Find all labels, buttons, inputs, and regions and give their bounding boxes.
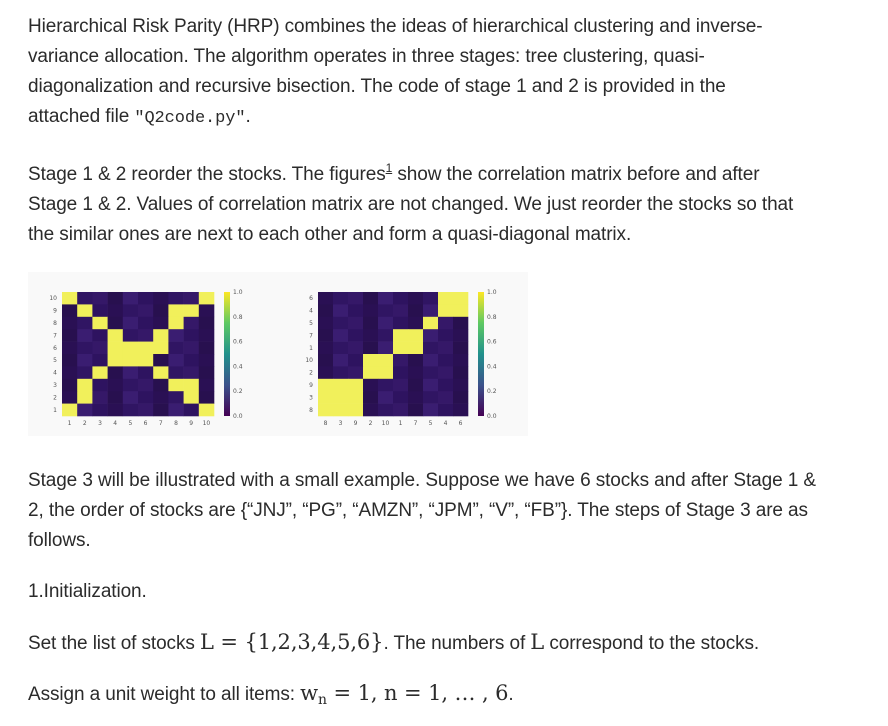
- left-cell: [153, 354, 169, 367]
- left-x-tick-label: 8: [174, 420, 178, 427]
- left-y-tick-label: 6: [53, 344, 57, 352]
- left-cell: [92, 342, 108, 355]
- left-cell: [184, 292, 200, 305]
- left-y-tick-label: 2: [53, 394, 57, 402]
- right-y-tick-label: 4: [309, 307, 313, 315]
- stage12-text: Stage 1 & 2 reorder the stocks. The figures: [28, 164, 386, 185]
- right-cell: [423, 292, 438, 305]
- right-cell: [363, 366, 378, 379]
- right-cell: [363, 292, 378, 305]
- right-cell: [408, 292, 423, 305]
- left-cell: [62, 391, 78, 404]
- right-cell: [423, 404, 438, 417]
- math-set: = {1,2,3,4,5,6}: [213, 630, 384, 654]
- left-cell: [123, 379, 139, 392]
- left-cell: [92, 379, 108, 392]
- left-cell: [153, 366, 169, 379]
- right-cell: [318, 329, 333, 342]
- right-cell: [438, 391, 453, 404]
- filename-code: "Q2code.py": [134, 109, 246, 128]
- right-cell: [393, 329, 408, 342]
- left-cell: [153, 404, 169, 417]
- left-cell: [123, 292, 139, 305]
- right-cell: [348, 404, 363, 417]
- right-cell: [423, 354, 438, 367]
- left-cell: [199, 404, 215, 417]
- left-x-tick-label: 1: [67, 420, 72, 427]
- right-cell: [408, 329, 423, 342]
- left-colorbar: [224, 292, 230, 416]
- left-cell: [138, 404, 154, 417]
- right-cell: [348, 329, 363, 342]
- right-y-tick-label: 3: [309, 394, 313, 402]
- left-cell: [92, 329, 108, 342]
- left-heatmap: [49, 292, 214, 427]
- right-cell: [393, 404, 408, 417]
- stage12-paragraph: [28, 160, 803, 250]
- left-cell: [77, 354, 93, 367]
- left-cell: [108, 304, 124, 317]
- right-cell: [438, 304, 453, 317]
- right-cell: [363, 317, 378, 330]
- left-cell: [199, 342, 215, 355]
- right-y-tick-label: 7: [309, 332, 313, 340]
- left-cell: [153, 304, 169, 317]
- left-cell: [123, 354, 139, 367]
- right-cell: [438, 292, 453, 305]
- left-cell: [123, 329, 139, 342]
- left-cell: [62, 404, 78, 417]
- right-cell: [348, 317, 363, 330]
- right-colorbar-tick: 0.8: [487, 313, 497, 321]
- right-cell: [453, 329, 468, 342]
- left-colorbar-tick: 0.2: [233, 388, 243, 396]
- left-colorbar-tick: 1.0: [233, 289, 243, 296]
- right-cell: [378, 379, 393, 392]
- heatmaps-svg: [28, 272, 528, 436]
- right-cell: [453, 391, 468, 404]
- right-cell: [363, 304, 378, 317]
- math-L: L: [199, 630, 214, 654]
- left-cell: [138, 354, 154, 367]
- right-colorbar-tick: 1.0: [487, 289, 497, 296]
- left-cell: [62, 354, 78, 367]
- left-cell: [184, 342, 200, 355]
- right-cell: [453, 379, 468, 392]
- left-cell: [184, 354, 200, 367]
- right-colorbar-tick: 0.2: [487, 388, 497, 396]
- left-cell: [138, 329, 154, 342]
- left-cell: [184, 391, 200, 404]
- left-cell: [92, 292, 108, 305]
- left-cell: [153, 329, 169, 342]
- left-cell: [108, 317, 124, 330]
- right-cell: [318, 292, 333, 305]
- left-cell: [77, 329, 93, 342]
- right-cell: [333, 354, 348, 367]
- left-cell: [108, 366, 124, 379]
- left-cell: [123, 366, 139, 379]
- right-cell: [408, 404, 423, 417]
- right-cell: [438, 342, 453, 355]
- right-cell: [318, 391, 333, 404]
- left-cell: [77, 391, 93, 404]
- set-list-prefix: Set the list of stocks: [28, 633, 200, 654]
- left-y-tick-label: 3: [53, 382, 57, 389]
- left-cell: [138, 391, 154, 404]
- left-cell: [77, 379, 93, 392]
- right-colorbar: [478, 292, 484, 416]
- left-cell: [199, 391, 215, 404]
- right-cell: [348, 366, 363, 379]
- left-x-tick-label: 2: [82, 420, 87, 427]
- left-x-tick-label: 9: [189, 420, 194, 427]
- set-list-paragraph: [28, 627, 759, 659]
- right-cell: [363, 404, 378, 417]
- left-y-tick-label: 9: [53, 307, 57, 315]
- left-cell: [92, 391, 108, 404]
- right-cell: [453, 292, 468, 305]
- right-x-tick-label: 3: [338, 420, 343, 427]
- left-x-tick-label: 10: [202, 420, 211, 427]
- left-y-tick-label: 4: [53, 369, 57, 377]
- right-cell: [453, 366, 468, 379]
- right-colorbar-tick: 0.0: [487, 413, 497, 420]
- right-cell: [348, 379, 363, 392]
- left-cell: [168, 404, 184, 417]
- left-cell: [153, 379, 169, 392]
- left-cell: [138, 304, 154, 317]
- left-cell: [168, 354, 184, 367]
- set-list-middle: . The numbers of: [383, 633, 531, 654]
- left-cell: [62, 329, 78, 342]
- right-cell: [378, 292, 393, 305]
- right-cell: [318, 354, 333, 367]
- left-cell: [184, 317, 200, 330]
- right-cell: [318, 304, 333, 317]
- left-cell: [153, 391, 169, 404]
- right-cell: [378, 366, 393, 379]
- right-cell: [318, 404, 333, 417]
- right-cell: [438, 404, 453, 417]
- right-cell: [453, 317, 468, 330]
- right-cell: [318, 342, 333, 355]
- right-cell: [393, 304, 408, 317]
- right-cell: [348, 354, 363, 367]
- left-cell: [199, 317, 215, 330]
- left-cell: [138, 379, 154, 392]
- left-cell: [62, 304, 78, 317]
- right-cell: [408, 304, 423, 317]
- left-cell: [168, 342, 184, 355]
- right-cell: [438, 354, 453, 367]
- left-cell: [184, 379, 200, 392]
- right-y-tick-label: 5: [309, 320, 313, 327]
- right-x-tick-label: 1: [398, 420, 403, 427]
- right-y-tick-label: 6: [309, 295, 313, 303]
- right-cell: [453, 342, 468, 355]
- right-cell: [423, 366, 438, 379]
- right-cell: [333, 404, 348, 417]
- right-cell: [408, 317, 423, 330]
- right-cell: [408, 342, 423, 355]
- left-cell: [108, 404, 124, 417]
- right-cell: [378, 329, 393, 342]
- left-cell: [184, 329, 200, 342]
- right-cell: [333, 342, 348, 355]
- set-list-suffix: correspond to the stocks.: [544, 633, 760, 654]
- math-w: w: [300, 681, 319, 705]
- left-cell: [77, 366, 93, 379]
- left-cell: [108, 391, 124, 404]
- left-y-tick-label: 7: [53, 332, 57, 340]
- right-cell: [363, 342, 378, 355]
- left-cell: [138, 292, 154, 305]
- right-cell: [378, 354, 393, 367]
- intro-end: .: [245, 106, 251, 127]
- right-cell: [333, 292, 348, 305]
- right-x-tick-label: 6: [458, 420, 463, 427]
- right-cell: [408, 366, 423, 379]
- left-y-tick-label: 1: [53, 406, 57, 414]
- right-cell: [363, 379, 378, 392]
- right-x-tick-label: 4: [443, 420, 448, 427]
- right-cell: [333, 304, 348, 317]
- right-cell: [393, 366, 408, 379]
- left-cell: [92, 304, 108, 317]
- right-cell: [393, 292, 408, 305]
- right-cell: [333, 391, 348, 404]
- left-cell: [168, 366, 184, 379]
- left-cell: [199, 304, 215, 317]
- right-cell: [393, 354, 408, 367]
- right-cell: [378, 342, 393, 355]
- right-cell: [423, 304, 438, 317]
- left-cell: [62, 366, 78, 379]
- left-cell: [62, 379, 78, 392]
- right-cell: [423, 317, 438, 330]
- right-cell: [378, 304, 393, 317]
- left-cell: [168, 304, 184, 317]
- left-cell: [77, 304, 93, 317]
- left-cell: [138, 342, 154, 355]
- footnote-link[interactable]: 1: [385, 161, 393, 175]
- left-cell: [92, 366, 108, 379]
- right-cell: [363, 329, 378, 342]
- right-cell: [318, 379, 333, 392]
- right-cell: [408, 391, 423, 404]
- right-y-tick-label: 9: [309, 382, 313, 389]
- left-cell: [153, 292, 169, 305]
- left-cell: [92, 404, 108, 417]
- right-cell: [333, 366, 348, 379]
- right-cell: [408, 379, 423, 392]
- right-cell: [393, 379, 408, 392]
- right-cell: [333, 379, 348, 392]
- stage12-text-cont: show the correlation matrix before and after Stage 1 & 2. Values of correlation matrix are not changed. We just reorder the stocks so that the similar ones are next to each other and form a quasi-diagonal matrix.: [28, 164, 794, 245]
- left-cell: [77, 317, 93, 330]
- left-y-tick-label: 5: [53, 357, 57, 365]
- left-cell: [62, 342, 78, 355]
- right-x-tick-label: 9: [353, 420, 358, 427]
- right-cell: [393, 342, 408, 355]
- right-cell: [318, 366, 333, 379]
- left-cell: [168, 292, 184, 305]
- left-cell: [138, 317, 154, 330]
- assign-prefix: Assign a unit weight to all items:: [28, 684, 301, 705]
- right-y-tick-label: 10: [305, 357, 313, 365]
- right-x-tick-label: 10: [381, 420, 390, 427]
- right-y-tick-label: 2: [309, 369, 313, 377]
- left-cell: [123, 304, 139, 317]
- left-cell: [108, 379, 124, 392]
- left-x-tick-label: 4: [113, 420, 118, 427]
- left-cell: [199, 329, 215, 342]
- right-cell: [423, 342, 438, 355]
- left-cell: [199, 292, 215, 305]
- left-cell: [184, 304, 200, 317]
- math-weight: [300, 681, 509, 708]
- right-y-tick-label: 1: [309, 344, 313, 352]
- right-cell: [408, 354, 423, 367]
- right-cell: [423, 329, 438, 342]
- left-cell: [168, 329, 184, 342]
- correlation-heatmaps-figure: [28, 272, 528, 436]
- right-x-tick-label: 2: [368, 420, 373, 427]
- left-cell: [123, 391, 139, 404]
- left-cell: [123, 317, 139, 330]
- right-x-tick-label: 5: [428, 420, 433, 427]
- right-cell: [438, 329, 453, 342]
- left-cell: [108, 329, 124, 342]
- left-cell: [77, 342, 93, 355]
- right-colorbar-tick: 0.6: [487, 338, 497, 346]
- right-cell: [393, 317, 408, 330]
- left-cell: [184, 366, 200, 379]
- right-cell: [363, 391, 378, 404]
- assign-weight-paragraph: [28, 678, 514, 710]
- left-cell: [108, 342, 124, 355]
- left-cell: [77, 292, 93, 305]
- right-cell: [378, 317, 393, 330]
- left-cell: [168, 391, 184, 404]
- left-cell: [62, 317, 78, 330]
- right-x-tick-label: 7: [413, 420, 418, 427]
- right-cell: [378, 404, 393, 417]
- right-cell: [378, 391, 393, 404]
- right-cell: [348, 292, 363, 305]
- left-cell: [62, 292, 78, 305]
- left-colorbar-tick: 0.4: [233, 363, 243, 371]
- left-cell: [153, 317, 169, 330]
- left-cell: [138, 366, 154, 379]
- right-cell: [333, 317, 348, 330]
- intro-text: Hierarchical Risk Parity (HRP) combines the ideas of hierarchical clustering and inverse-variance allocation. The algorithm operates in three stages: tree clustering, quasi-diagonalization and recursive bisection. The code of stage 1 and 2 is provided in the attached file: [28, 16, 763, 127]
- intro-paragraph: [28, 12, 788, 134]
- right-cell: [423, 391, 438, 404]
- right-cell: [438, 379, 453, 392]
- left-x-tick-label: 3: [98, 420, 102, 427]
- right-cell: [453, 304, 468, 317]
- left-x-tick-label: 6: [143, 420, 148, 427]
- left-cell: [92, 317, 108, 330]
- left-colorbar-tick: 0.0: [233, 413, 243, 420]
- math-subscript-n: n: [318, 692, 327, 708]
- left-cell: [184, 404, 200, 417]
- right-cell: [348, 391, 363, 404]
- right-x-tick-label: 8: [323, 420, 328, 427]
- math-equation: = 1, n = 1, … , 6: [326, 681, 509, 705]
- left-x-tick-label: 5: [128, 420, 133, 427]
- left-cell: [108, 292, 124, 305]
- left-cell: [92, 354, 108, 367]
- left-cell: [123, 342, 139, 355]
- right-cell: [348, 342, 363, 355]
- left-cell: [153, 342, 169, 355]
- left-cell: [108, 354, 124, 367]
- left-cell: [199, 354, 215, 367]
- left-cell: [77, 404, 93, 417]
- right-y-tick-label: 8: [309, 406, 313, 414]
- right-cell: [438, 317, 453, 330]
- left-cell: [168, 317, 184, 330]
- right-cell: [333, 329, 348, 342]
- left-cell: [123, 404, 139, 417]
- math-L-2: L: [530, 630, 545, 654]
- right-cell: [318, 317, 333, 330]
- initialization-heading: 1.Initialization.: [28, 581, 147, 602]
- left-x-tick-label: 7: [158, 420, 163, 427]
- left-y-tick-label: 10: [49, 295, 57, 303]
- right-cell: [453, 354, 468, 367]
- right-cell: [348, 304, 363, 317]
- right-cell: [423, 379, 438, 392]
- stage3-paragraph: Stage 3 will be illustrated with a small example. Suppose we have 6 stocks and after Stage 1 & 2, the order of stocks are {“JNJ”, “PG”, “AMZN”, “JPM”, “V”, “FB”}. The steps of Stage 3 are as follows.: [28, 470, 816, 551]
- left-colorbar-tick: 0.8: [233, 313, 243, 321]
- right-cell: [453, 404, 468, 417]
- left-y-tick-label: 8: [53, 320, 57, 327]
- right-cell: [393, 391, 408, 404]
- right-colorbar-tick: 0.4: [487, 363, 497, 371]
- left-cell: [199, 379, 215, 392]
- right-cell: [363, 354, 378, 367]
- left-cell: [199, 366, 215, 379]
- left-colorbar-tick: 0.6: [233, 338, 243, 346]
- right-cell: [438, 366, 453, 379]
- left-cell: [168, 379, 184, 392]
- assign-suffix: .: [508, 684, 514, 705]
- right-heatmap: [305, 292, 468, 427]
